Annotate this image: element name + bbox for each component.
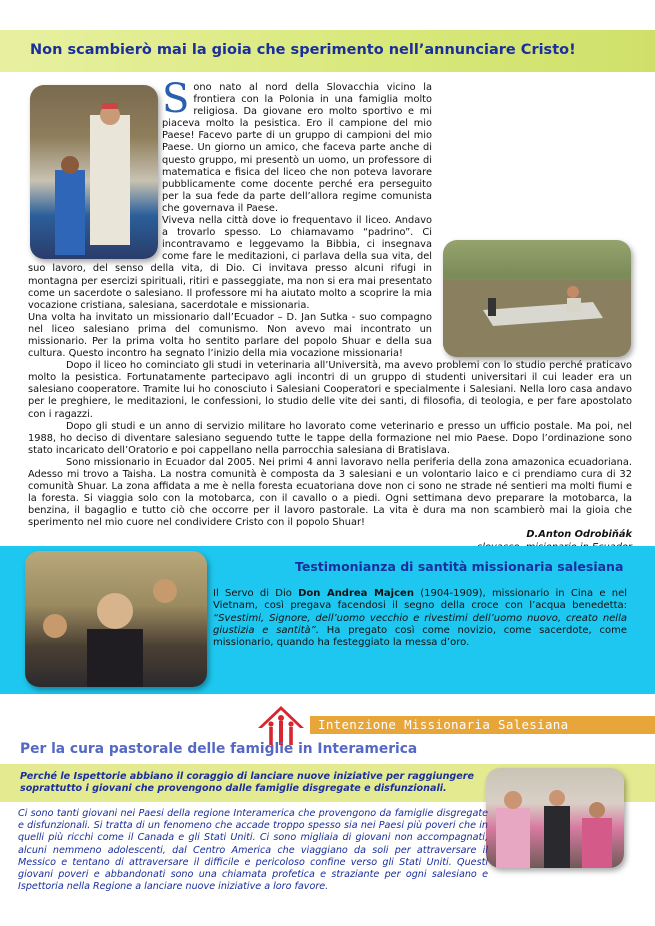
- article-title: Non scambierò mai la gioia che sperimento nell’annunciare Cristo!: [30, 42, 576, 58]
- testimony-text-b: (1904-1909), missionario in Cina e nel Vietnam, così pregava facendosi il segno della croce con l’acqua benedetta:: [213, 588, 628, 612]
- testimony-name: Don Andrea Majcen: [298, 588, 414, 599]
- painting-illustration: [25, 551, 207, 687]
- testimony-text-c: Ha pregato così come novizio, come sacerdote, come missionario, quando ha festeggiato la messa d’oro.: [213, 624, 627, 649]
- intention-body: Ci sono tanti giovani nei Paesi della regione Interamerica che provengono da famiglie disgregate e disfunzionali. Si tratta di un fenomeno che accade troppo spesso sia nei Paesi più poveri che in quelli più ricchi come il Canada e gli Stati Uniti. Ci sono migliaia di giovani non accompagnati, alcuni nemmeno adolescenti, dal Centro America che viaggiano da soli per attraversare il Messico e tentano di attraversare il difficile e pericoloso confine verso gli Stati Uniti. Questi giovani poveri e abbandonati sono una chiamata profetica e straziante per ogni salesiano e Ispettoria nella Regione a lanciare nuove iniziative a loro favore.: [18, 808, 488, 893]
- testimony-text-a: Il Servo di Dio: [213, 588, 299, 599]
- photo-families-illustration: [486, 768, 624, 868]
- drop-cap: S: [162, 76, 190, 122]
- article-paragraph-5: Dopo gli studi e un anno di servizio militare ho lavorato come veterinario e presso un ufficio postale. Ma poi, nel 1988, ho deciso di diventare salesiano seguendo tutte le tappe della formazione nel mio Paese. Dopo l’ordinazione sono stato incaricato dell’Oratorio e poi cappellano nella parrocchia salesiana di Bratislava.: [28, 420, 632, 456]
- article-paragraph-6: Sono missionario in Ecuador dal 2005. Nei primi 4 anni lavoravo nella periferia della zona amazonica ecuadoriana. Adesso mi trovo a Taisha. La nostra comunità è composta da 3 salesiani e un volontario laico e ci prendiamo cura di 32 comunità Shuar. La zona affidata a me è nella foresta ecuatoriana dove non ci sono ne strade né sentieri ma molti fiumi e la foresta. Si viaggia solo con la motobarca, con il cavallo o a piedi. Ogni settimana devo preparare la motobarca, la benzina, il bagaglio e tutto ciò che occorre per il lavoro pastorale. La vita è dura ma non scambierò mai la gioia che sperimento nel mio cuore nel condividere Cristo con il popolo Shuar!: [28, 456, 632, 529]
- article-body: [28, 76, 632, 554]
- photo-families-gathering: [486, 768, 624, 868]
- testimony-text: [213, 588, 627, 649]
- testimony-quote: “Svestimi, Signore, dell’uomo vecchio e rivestimi dell’uomo nuovo, creato nella giustizia e santità”.: [213, 612, 627, 636]
- article-title-banner: [0, 30, 655, 72]
- intention-prayer: Perché le Ispettorie abbiano il coraggio di lanciare nuove iniziative per raggiungere soprattutto i giovani che provengono dalle famiglie disgregate e disfunzionali.: [20, 771, 475, 795]
- author-signature: D.Anton Odrobiňák: [526, 529, 632, 541]
- article-paragraph-4: Dopo il liceo ho cominciato gli studi in veterinaria all’Università, ma avevo problemi con lo studio perché praticavo molto la pesistica. Fortunatamente partecipavo agli incontri di un gruppo di studenti universitari il cui leader era un salesiano cooperatore. Tramite lui ho conosciuto i Salesiani Cooperatori e specialmente i Salesiani. Nella loro casa andavo per le preghiere, le meditazioni, le confessioni, lo studio delle vite dei santi, di filosofia, di teologia, e per fare apostolato con i ragazzi.: [28, 360, 632, 420]
- article-paragraph-2: Viveva nella città dove io frequentavo il liceo. Andavo a trovarlo spesso. Lo chiamavamo “padrino”. Ci incontravamo e leggevamo la Bibbia, ci insegnava come fare le meditazioni, ci parlava della sua vita, del suo lavoro, del senso della vita, di Dio. Ci invitava presso alcuni rifugi in montagna per esercizi spirituali, ritiri e passeggiate, ma non si era mai presentato come un sacerdote o salesiano. Il professore mi ha aiutato molto a scoprire la mia vocazione cristiana, salesiana, sacerdotale e missionaria.: [28, 215, 432, 311]
- intention-title: Per la cura pastorale delle famiglie in Interamerica: [20, 741, 418, 757]
- testimony-title: Testimonianza di santità missionaria salesiana: [295, 559, 624, 574]
- painting-don-andrea-majcen: [25, 551, 207, 687]
- intention-header-label: Intenzione Missionaria Salesiana: [318, 717, 569, 732]
- paragraph-1-text: ono nato al nord della Slovacchia vicino la frontiera con la Polonia in una famiglia molto religiosa. Da giovane ero molto sportivo e mi piaceva molto la pesistica. Ero il campione del mio Paese! Facevo parte di un gruppo di campioni del mio Paese. Un giorno un amico, che faceva parte anche di questo gruppo, mi presentò un uomo, un professore di matematica e fisica del liceo che non poteva lavorare pubblicamente come docente perché era perseguito per la sua fede da parte dell’allora regime comunista che governava il Paese.: [162, 82, 432, 214]
- intention-header-bar: [310, 716, 655, 734]
- article-paragraph-3: Una volta ha invitato un missionario dall’Ecuador – D. Jan Sutka - suo compagno nel liceo salesiano prima del comunismo. Non avevo mai incontrato un missionario. Per la prima volta ho sentito parlare del popolo Shuar e della sua cultura. Questo incontro ha segnato l’inizio della mia vocazione missionaria!: [28, 311, 432, 360]
